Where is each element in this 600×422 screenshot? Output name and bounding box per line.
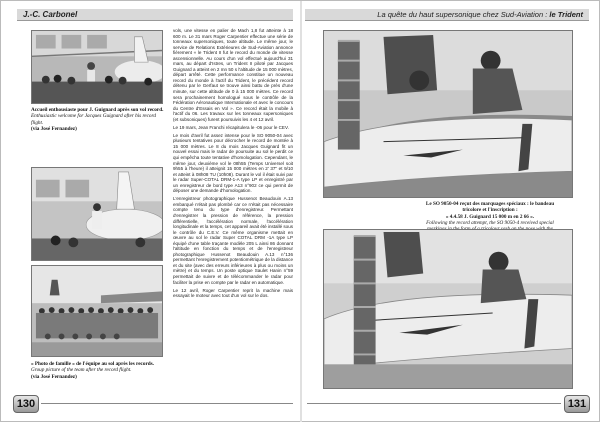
photo-trident-nose-top (323, 30, 573, 198)
right-page-number: 131 (564, 395, 590, 413)
paragraph: Le 12 avril, Roger Carpentier reprit la machine mais essayait le moteur avec tout d'un vol sur le dos. (173, 287, 293, 299)
left-body-text (173, 28, 293, 393)
left-running-header (17, 9, 293, 21)
left-footer-rule (41, 403, 293, 404)
paragraph: Le mois d'avril fut assez intense pour le SO 9050-04 avec plusieurs tentatives pour décrocher le record de montée à 15 000 mètres. Le 8 du mois Jacques Guignard fit un nouvel essai mais le radar de poursuite au sol le perdit ce qui empêcha toute tentative d'homologation. Cependant, le même jour, deuxième vol le 08h55 (Temps Universel soit 9h55 à l'heure) il atteignit 15 000 mètres en 2' 37" et 9/10 et atteint à 08h08 TU (10h08). Durant le vol il était suivi par le radar Super-COTAL DRM-1-A type LP et enregistré par un enregistreur de bord type A13 n°902 ce qui permit de déposer une demande d'homologation. (173, 132, 293, 194)
page-gutter (300, 1, 302, 422)
photo-guignard-welcome (31, 30, 163, 104)
photo-trident-nose-bottom (323, 229, 573, 389)
photo-team-group (31, 265, 163, 357)
right-running-header (305, 9, 589, 21)
caption-team-group: « Photo de famille » de l'équipe au sol après les records. Group picture of the team after the record flight. (via José Fernandez) (31, 361, 154, 380)
right-footer-rule (307, 403, 561, 404)
author-name: J.-C. Carbonel (23, 10, 78, 19)
caption-guignard-welcome: Accueil enthousiaste pour J. Guignard après son vol record. Enthusiastic welcome for Jacques Guignard after his record flight. (via José Fernandez) (31, 107, 164, 132)
caption-special-markings: Le SO 9050-04 reçut des marquages spéciaux : le bandeau tricolore et l'inscription : « 4.4.58 J. Guignard 15 000 m en 2 66 ». Following the record attempt, the SO 9050-4 received special (425, 201, 555, 226)
paragraph: L'enregistreur photographique Hussenot Beaudouin A.13 embarqué n'était pas plombé car ce n'était pas nécessaire compte tenu du type d'enregistreur. Permettant d'enregistrer la pression de référence, la pression différentielle, l'accélération normale, l'accélération longitudinale et la temps, cet appareil avait été installé sous le contrôle du C.E.V. Ce même organisme mettait en œuvre au sol le radar Super COTAL DRM -1A type LP équipé d'une table traçante modèle 205 L ainsi 86 donnant l'altitude en fonction du temps et de l'enregistreur photographique Hussenot Beaudouin A.13 n°136 permettant l'enregistrement potentiométrique de la distance et du site (avec des erreurs inférieures à plus ou moins un mètre) et du temps. Un poste optique Saulet Hanin n°59 permettait de suivre et de télécommander le radar pour faciliter la prise en compte par le radar en automatique. (173, 196, 293, 285)
left-page-number: 130 (13, 395, 39, 413)
paragraph: vols, une vitesse en palier de Mach 1,8 fut atteinte à 18 600 m. Le 31 mars Roger Carpentier effectue une série de tonneaux supersoniques, toute altitude. Le même jour, le service de Relations Extérieures de Sud-Aviation annonce fièrement « le Trident II fut le record du monde de vitesse ascensionnelle. Au cours d'un vol effectué aujourd'hui 31 mars, au départ d'Istres, un Trident II piloté par Jacques Guignard a atteint en 2 mn 50 s l'altitude de 15 000 mètres, départ arrêté. Cette performance constitue un nouveau record du monde à l'actif du Trident, le précédent record détenu par le Gerfaut se trouve ainsi battu de près d'une minute, sur cette altitude de 0 à 15 000 mètres. Ce record sera prochainement homologué sous le contrôle de la Fédération Aéronautique Internationale et avec le concours du Centre d'Essais en Vol ». Ce record était la mobile à l'actif du 06. Les travaux sur les tonneaux supersoniques (et subsoniques) furent poursuivis les 4 et 12 avril. (173, 28, 293, 122)
chapter-title: La quête du haut supersonique chez Sud-Aviation : le Trident (377, 10, 583, 19)
paragraph: Le 19 mars, Jean Franchi récapitulera le -06 pour le CEV. (173, 124, 289, 130)
photo-pilot-cockpit (31, 167, 163, 261)
